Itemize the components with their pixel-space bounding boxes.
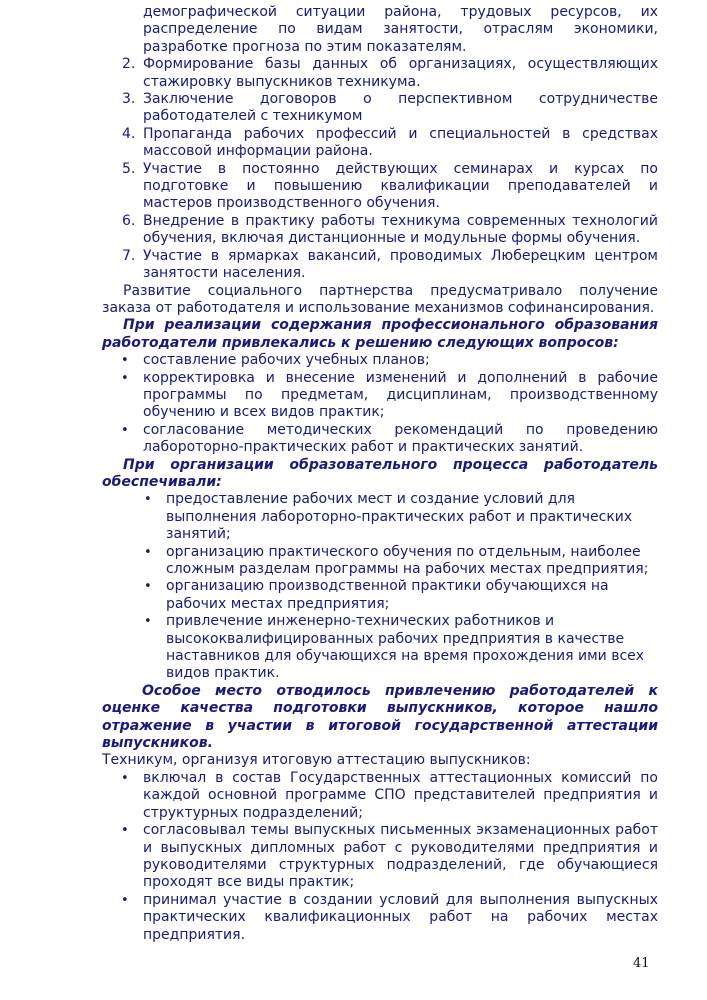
item-number: 2. (122, 56, 136, 73)
item-text: согласование методических рекомендаций по проведению лабороторно-практических работ и практических занятий. (143, 421, 658, 456)
list-item (102, 422, 658, 457)
list-item (102, 892, 658, 944)
bullet-icon: • (121, 823, 129, 839)
content-bullet-list (102, 352, 658, 456)
item-text: Внедрение в практику работы техникума современных технологий обучения, включая дистанционные и модульные формы обучения. (143, 212, 658, 247)
list-item (102, 370, 658, 422)
bullet-icon: • (121, 422, 129, 438)
item-text: привлечение инженерно-технических работников и высококвалифицированных рабочих предприятия в качестве наставников для обучающихся на время прохождения ими всех видов практик. (166, 613, 645, 682)
item-text: корректировка и внесение изменений и дополнений в рабочие программы по предметам, дисциплинам, производственному обучению и всех видов практик; (143, 369, 658, 421)
item-text: Пропаганда рабочих профессий и специальностей в средствах массовой информации района. (143, 125, 658, 160)
list-item (102, 544, 658, 579)
list-item (102, 578, 658, 613)
content-heading: При реализации содержания профессионального образования работодатели привлекались к решению следующих вопросов: (102, 317, 658, 351)
list-item (102, 56, 658, 91)
item-text: Участие в ярмарках вакансий, проводимых Люберецким центром занятости населения. (143, 247, 658, 282)
bullet-icon: • (121, 770, 129, 786)
item-text: предоставление рабочих мест и создание условий для выполнения лабороторно-практических работ и практических занятий; (166, 491, 633, 543)
list-item (102, 770, 658, 822)
item-text: Участие в постоянно действующих семинарах и курсах по подготовке и повышению квалификации преподавателей и мастеров производственного обучения. (143, 160, 658, 212)
bullet-icon: • (144, 544, 152, 560)
list-item (102, 91, 658, 126)
bullet-icon: • (144, 614, 152, 630)
process-heading: При организации образовательного процесса работодатель обеспечивали: (102, 456, 658, 490)
process-bullet-list (102, 491, 658, 682)
list-item (102, 161, 658, 213)
page-text (102, 4, 658, 944)
item-text: согласовывал темы выпускных письменных экзаменационных работ и выпускных дипломных работ с руководителями предприятия и руководителями структурных подразделений, где обучающиеся проходят все виды практик; (143, 822, 658, 891)
continuation-paragraph: демографической ситуации района, трудовых ресурсов, их распределение по видам занятости, отраслям экономики, разработке прогноза по этим показателям. (143, 4, 658, 55)
assessment-heading: Особое место отводилось привлечению работодателей к оценке качества подготовки выпускников, которое нашло отражение в участии в итоговой государственной аттестации выпускников. (102, 682, 658, 752)
item-number: 6. (122, 212, 136, 229)
item-number: 3. (122, 91, 136, 108)
item-text: принимал участие в создании условий для выполнения выпускных практических квалификационных работ на рабочих местах предприятия. (143, 891, 658, 943)
bullet-icon: • (121, 370, 129, 386)
bullet-icon: • (144, 492, 152, 508)
item-text: составление рабочих учебных планов; (143, 352, 430, 369)
bullet-icon: • (121, 353, 129, 369)
list-item (102, 213, 658, 248)
item-text: организацию практического обучения по отдельным, наиболее сложным разделам программы на рабочих местах предприятия; (166, 543, 649, 577)
item-number: 4. (122, 125, 136, 142)
list-item (102, 822, 658, 892)
bullet-icon: • (144, 579, 152, 595)
item-number: 7. (122, 247, 136, 264)
bullet-icon: • (121, 892, 129, 908)
list-item (102, 248, 658, 283)
partnership-paragraph: Развитие социального партнерства предусматривало получение заказа от работодателя и использование механизмов софинансирования. (102, 282, 658, 316)
item-text: организацию производственной практики обучающихся на рабочих местах предприятия; (166, 578, 609, 612)
numbered-list (102, 56, 658, 282)
list-item (102, 126, 658, 161)
item-text: Заключение договоров о перспективном сотрудничестве работодателей с техникумом (143, 91, 658, 125)
technikum-paragraph: Техникум, организуя итоговую аттестацию выпускников: (102, 752, 531, 769)
list-item (102, 491, 658, 543)
list-item (102, 352, 658, 369)
assessment-bullet-list (102, 770, 658, 944)
item-text: Формирование базы данных об организациях, осуществляющих стажировку выпускников техникума. (143, 56, 658, 90)
page-number: 41 (633, 956, 650, 971)
list-item (102, 613, 658, 683)
item-text: включал в состав Государственных аттестационных комиссий по каждой основной программе СПО представителей предприятия и структурных подразделений; (143, 769, 658, 821)
item-number: 5. (122, 160, 136, 177)
